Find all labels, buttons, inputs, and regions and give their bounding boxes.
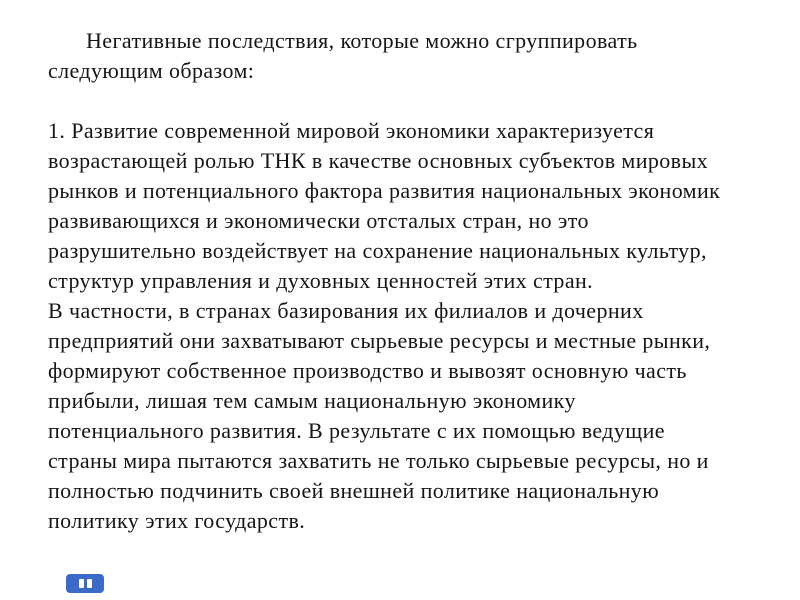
watermark-logo-icon xyxy=(66,574,104,593)
text-line: страны мира пытаются захватить не только сырьевые ресурсы, но и xyxy=(48,448,709,473)
text-line: прибыли, лишая тем самым национальную экономику xyxy=(48,388,576,413)
body-paragraph xyxy=(48,116,764,536)
text-line: предприятий они захватывают сырьевые ресурсы и местные рынки, xyxy=(48,328,711,353)
text-line: формируют собственное производство и вывозят основную часть xyxy=(48,358,687,383)
text-line: разрушительно воздействует на сохранение национальных культур, xyxy=(48,238,707,263)
text-line: потенциального развития. В результате с их помощью ведущие xyxy=(48,418,665,443)
text-line: структур управления и духовных ценностей этих стран. xyxy=(48,268,594,293)
watermark-glyph xyxy=(87,579,92,588)
intro-paragraph xyxy=(48,26,764,86)
text-line: рынков и потенциального фактора развития национальных экономик xyxy=(48,178,721,203)
text-line: следующим образом: xyxy=(48,58,255,83)
text-line: развивающихся и экономически отсталых стран, но это xyxy=(48,208,589,233)
text-line: политику этих государств. xyxy=(48,508,306,533)
slide-text-block xyxy=(48,26,764,536)
text-line: полностью подчинить своей внешней политике национальную xyxy=(48,478,660,503)
text-line: Негативные последствия, которые можно сгруппировать xyxy=(86,28,638,53)
text-line: В частности, в странах базирования их филиалов и дочерних xyxy=(48,298,644,323)
text-line: возрастающей ролью ТНК в качестве основных субъектов мировых xyxy=(48,148,709,173)
watermark-glyph xyxy=(79,579,84,588)
text-line: 1. Развитие современной мировой экономики характеризуется xyxy=(48,118,655,143)
